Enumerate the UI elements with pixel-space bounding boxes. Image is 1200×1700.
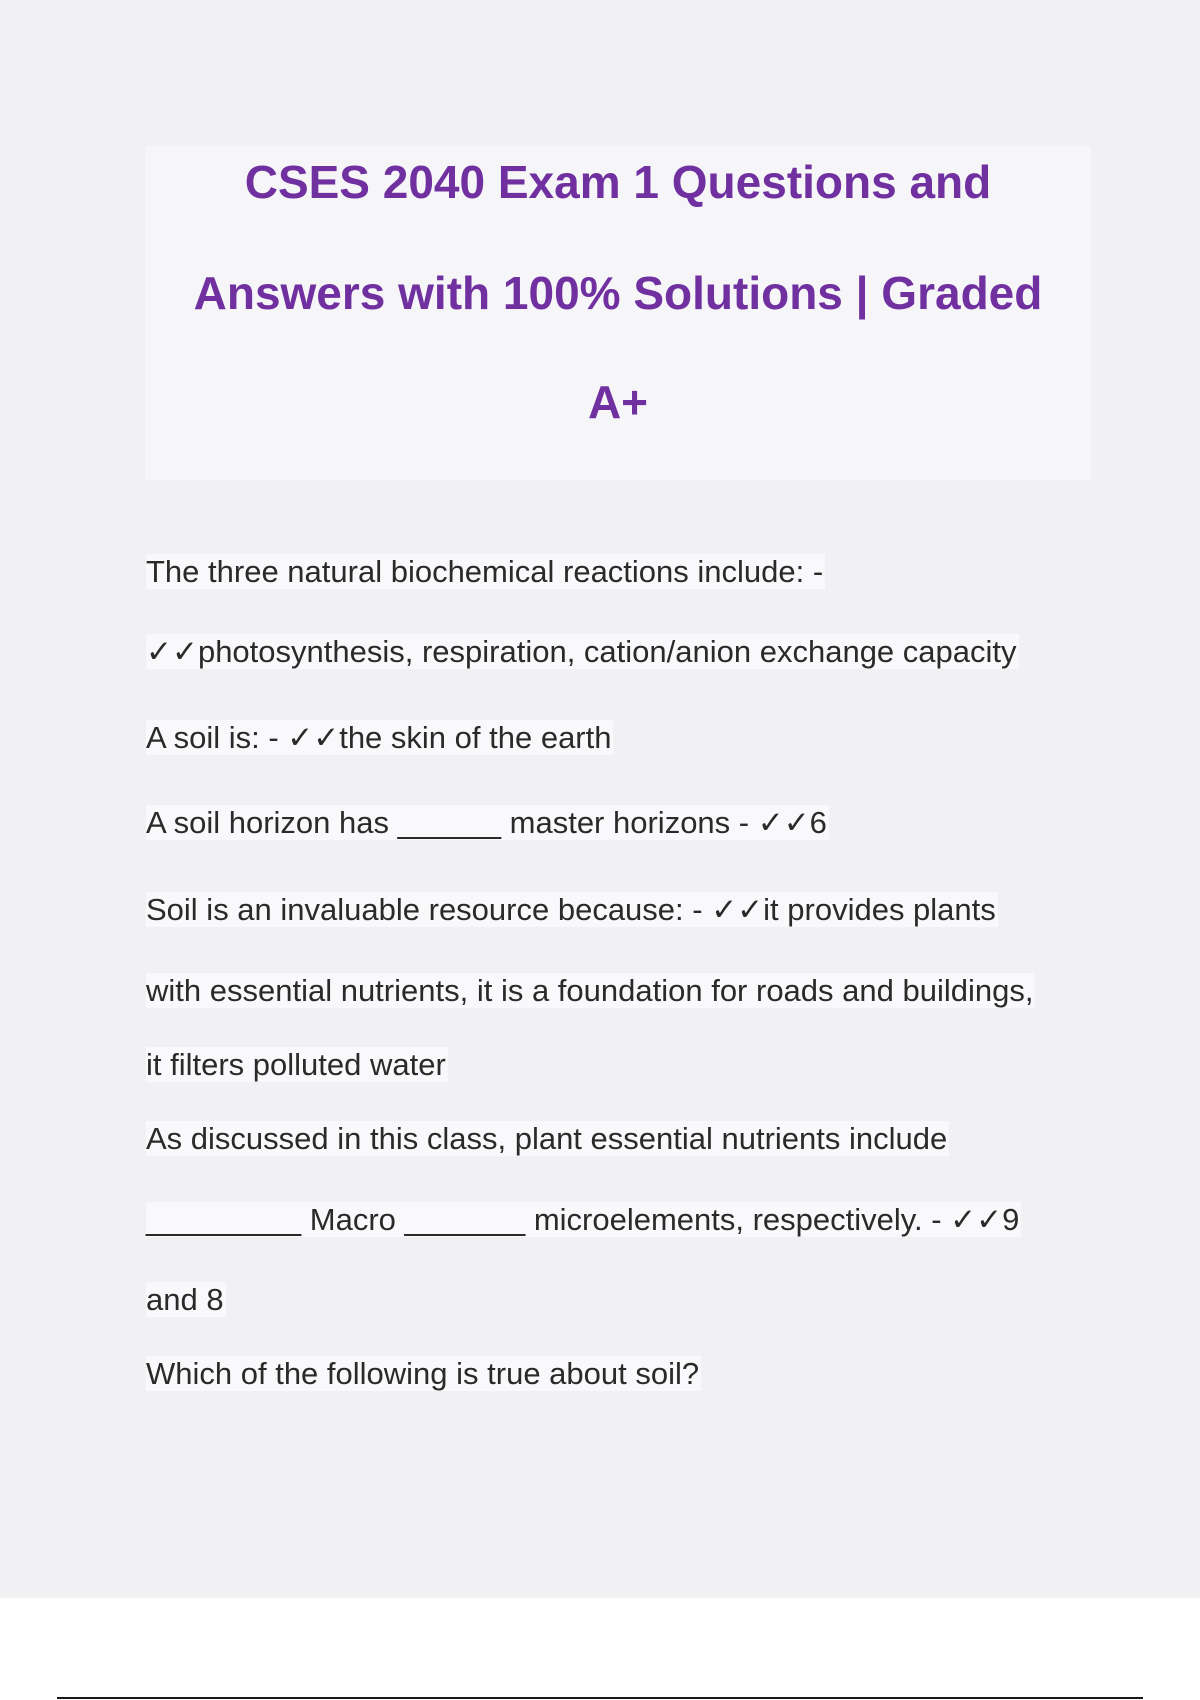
answer-1-line: ✓✓photosynthesis, respiration, cation/anion exchange capacity	[146, 634, 1017, 669]
question-1-line-1: The three natural biochemical reactions include: -	[146, 554, 824, 589]
question-4-line-3: it filters polluted water	[146, 1047, 446, 1082]
question-4-line-2: with essential nutrients, it is a foundation for roads and buildings,	[146, 973, 1034, 1008]
question-6-line: Which of the following is true about soil?	[146, 1356, 700, 1391]
title-block	[145, 146, 1091, 480]
question-5-line-2: _________ Macro _______ microelements, respectively. - ✓✓9	[146, 1202, 1020, 1237]
page-title-line-1: CSES 2040 Exam 1 Questions and	[244, 156, 992, 208]
question-3-line: A soil horizon has ______ master horizons - ✓✓6	[146, 805, 827, 840]
page-title-line-2: Answers with 100% Solutions | Graded	[193, 267, 1043, 319]
footer-divider	[57, 1697, 1143, 1699]
page-title-line-3: A+	[587, 376, 649, 428]
question-5-line-1: As discussed in this class, plant essential nutrients include	[146, 1121, 948, 1156]
question-2-line: A soil is: - ✓✓the skin of the earth	[146, 720, 612, 755]
question-4-line-1: Soil is an invaluable resource because: - ✓✓it provides plants	[146, 892, 996, 927]
question-5-line-3: and 8	[146, 1282, 224, 1317]
